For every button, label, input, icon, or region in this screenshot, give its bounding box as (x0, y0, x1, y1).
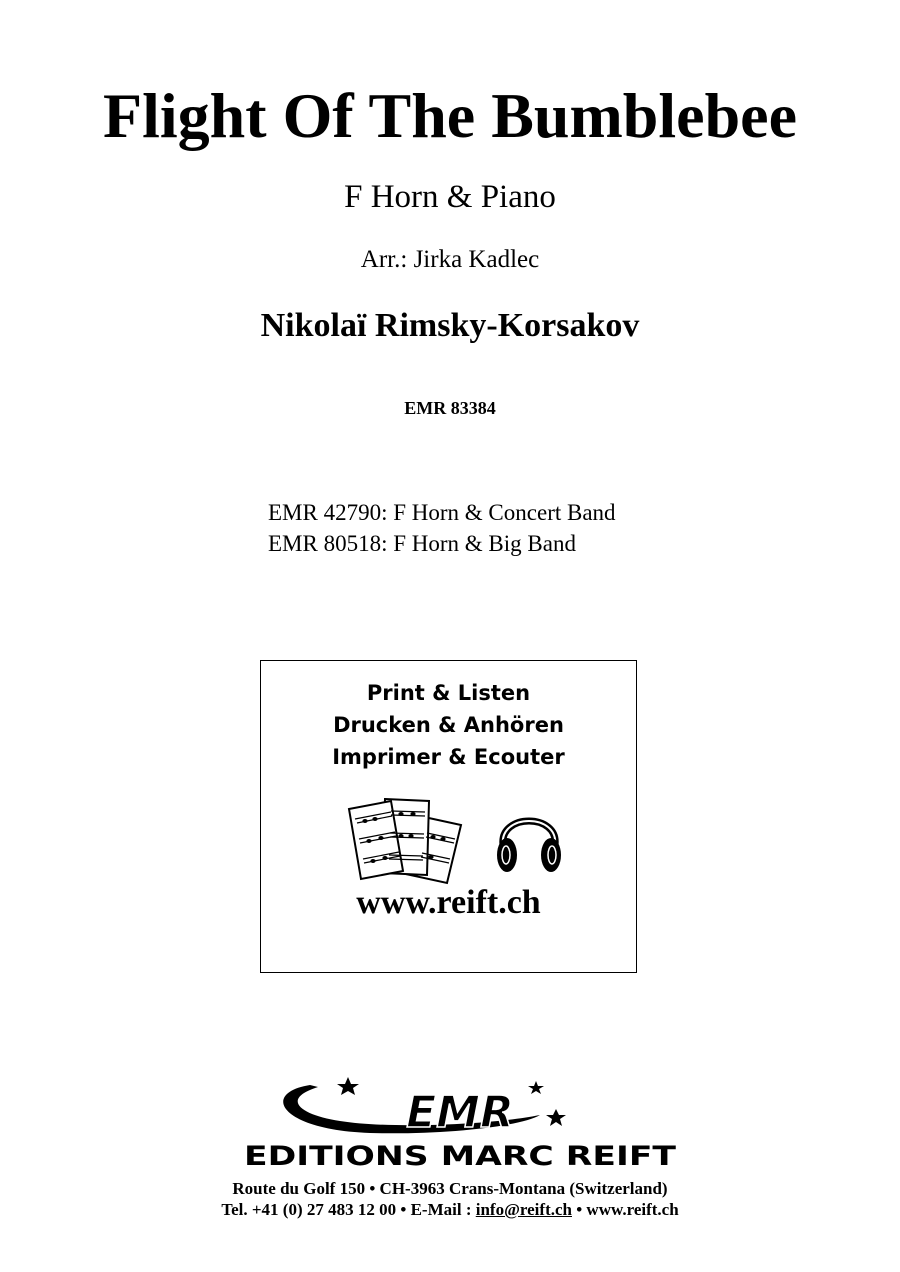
instrumentation: F Horn & Piano (344, 179, 556, 215)
catalog-number: EMR 83384 (404, 398, 496, 418)
publisher-address: Route du Golf 150 • CH-3963 Crans-Montana (Switzerland) (232, 1179, 668, 1198)
headphones-icon (493, 801, 565, 877)
composer-name: Nikolaï Rimsky-Korsakov (260, 307, 640, 344)
promo-website[interactable]: www.reift.ch (356, 884, 541, 921)
contact-email-link[interactable]: info@reift.ch (475, 1200, 572, 1219)
related-editions (268, 497, 616, 559)
related-edition-item: EMR 42790: F Horn & Concert Band (268, 500, 616, 525)
arranger-credit: Arr.: Jirka Kadlec (360, 246, 540, 273)
score-title: Flight Of The Bumblebee (103, 80, 797, 151)
contact-phone: Tel. +41 (0) 27 483 12 00 • E-Mail : (221, 1200, 476, 1219)
sheet-music-icon (345, 795, 469, 885)
contact-website[interactable]: • www.reift.ch (571, 1200, 679, 1219)
logo-emr-text: EMR (406, 1087, 514, 1138)
promo-line: Drucken & Anhören (333, 713, 564, 737)
related-edition-item: EMR 80518: F Horn & Big Band (268, 531, 576, 556)
print-listen-box (260, 660, 637, 973)
promo-line: Print & Listen (366, 681, 531, 705)
publisher-contact (0, 1199, 900, 1221)
emr-logo (240, 1075, 680, 1170)
publisher-name: EDITIONS MARC REIFT (244, 1141, 677, 1170)
promo-line: Imprimer & Ecouter (332, 745, 565, 769)
promo-lines (261, 677, 636, 773)
